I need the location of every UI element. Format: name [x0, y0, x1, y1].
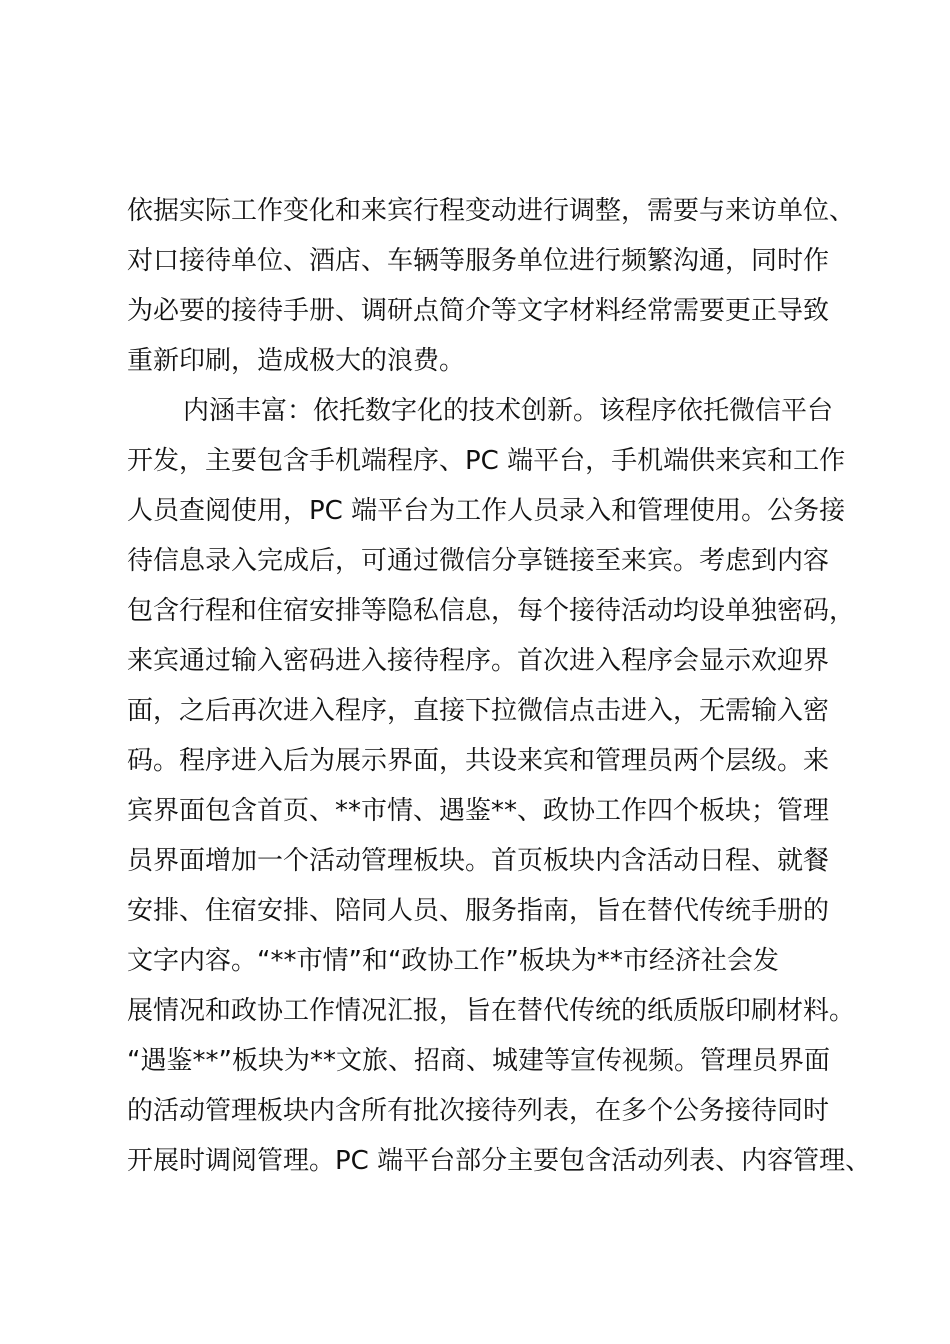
text-line: 的活动管理板块内含所有批次接待列表，在多个公务接待同时 [127, 1096, 830, 1126]
text-line: 展情况和政协工作情况汇报，旨在替代传统的纸质版印刷材料。 [127, 996, 856, 1026]
text-line: 来宾通过输入密码进入接待程序。首次进入程序会显示欢迎界 [127, 646, 830, 676]
text-line: 待信息录入完成后，可通过微信分享链接至来宾。考虑到内容 [127, 546, 830, 576]
text-line: 开发，主要包含手机端程序、PC 端平台，手机端供来宾和工作 [127, 446, 846, 476]
text-line: 宾界面包含首页、**市情、遇鉴**、政协工作四个板块；管理 [127, 796, 830, 826]
paragraph-start-line: 内涵丰富：依托数字化的技术创新。该程序依托微信平台 [183, 396, 834, 426]
text-line: 包含行程和住宿安排等隐私信息，每个接待活动均设单独密码， [127, 596, 856, 626]
text-line: 码。程序进入后为展示界面，共设来宾和管理员两个层级。来 [127, 746, 830, 776]
text-line: 员界面增加一个活动管理板块。首页板块内含活动日程、就餐 [127, 846, 830, 876]
text-line: 依据实际工作变化和来宾行程变动进行调整，需要与来访单位、 [127, 196, 856, 226]
text-line: 面，之后再次进入程序，直接下拉微信点击进入，无需输入密 [127, 696, 830, 726]
text-line: 人员查阅使用，PC 端平台为工作人员录入和管理使用。公务接 [127, 496, 846, 526]
text-line: “遇鉴**”板块为**文旅、招商、城建等宣传视频。管理员界面 [127, 1046, 830, 1076]
text-line: 开展时调阅管理。PC 端平台部分主要包含活动列表、内容管理、 [127, 1146, 872, 1176]
text-line: 重新印刷，造成极大的浪费。 [127, 346, 466, 376]
text-line: 安排、住宿安排、陪同人员、服务指南，旨在替代传统手册的 [127, 896, 830, 926]
text-line: 对口接待单位、酒店、车辆等服务单位进行频繁沟通，同时作 [127, 246, 830, 276]
text-line: 文字内容。“**市情”和“政协工作”板块为**市经济社会发 [127, 946, 779, 976]
text-line: 为必要的接待手册、调研点简介等文字材料经常需要更正导致 [127, 296, 830, 326]
body-text [127, 186, 872, 1186]
